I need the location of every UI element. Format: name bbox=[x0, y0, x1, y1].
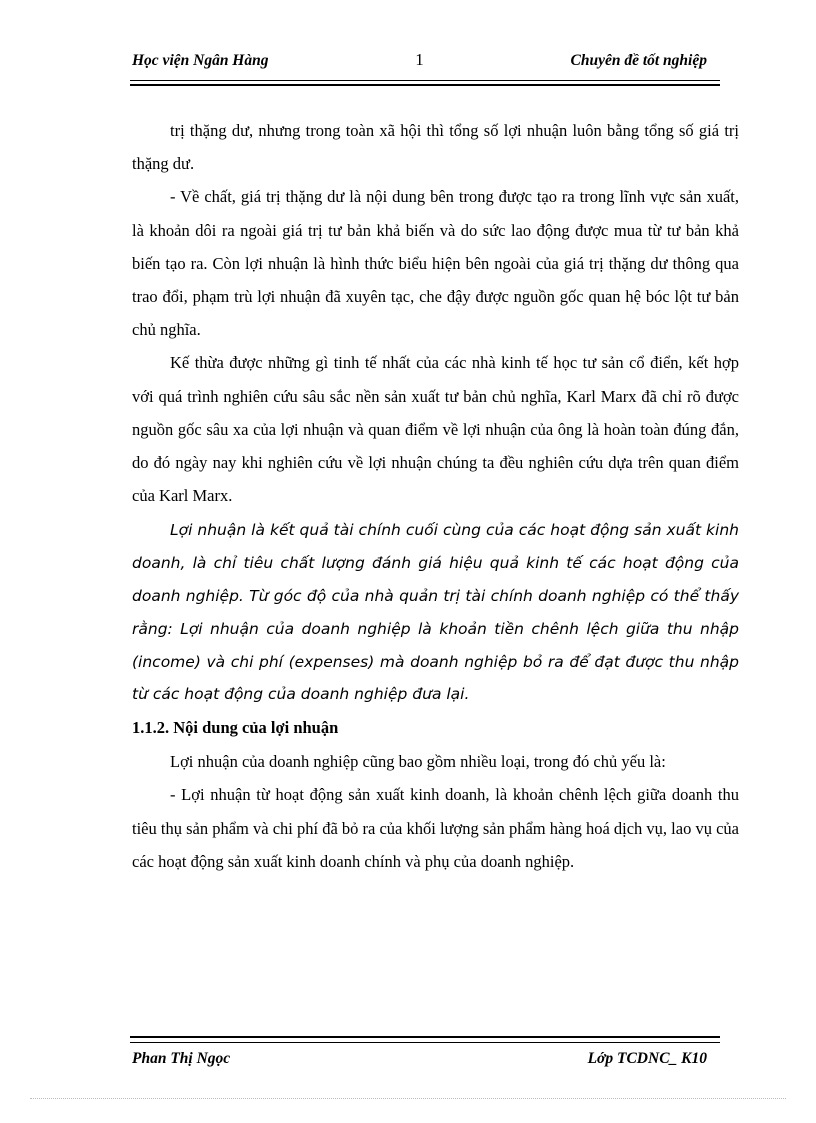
header-school: Học viện Ngân Hàng bbox=[132, 52, 269, 69]
page-number: 1 bbox=[415, 50, 424, 69]
paragraph-1: trị thặng dư, nhưng trong toàn xã hội thì tổng số lợi nhuận luôn bằng tổng số giá trị thặng dư. bbox=[132, 121, 739, 174]
paragraph-2: - Về chất, giá trị thặng dư là nội dung bên trong được tạo ra trong lĩnh vực sản xuất, là khoản dôi ra ngoài giá trị tư bản khả biến và do sức lao động được mua từ tư bản khả biến tạo ra. Còn lợi nhuận là hình thức biểu hiện bên ngoài của giá trị thặng dư thông qua trao đổi, phạm trù lợi nhuận đã xuyên tạc, che đậy được nguồn gốc quan hệ bóc lột tư bản chủ nghĩa. bbox=[132, 187, 739, 340]
paragraph-5: Lợi nhuận của doanh nghiệp cũng bao gồm nhiều loại, trong đó chủ yếu là: bbox=[170, 752, 666, 772]
footer-class: Lớp TCDNC_ K10 bbox=[587, 1050, 707, 1067]
paragraph-6: - Lợi nhuận từ hoạt động sản xuất kinh doanh, là khoản chênh lệch giữa doanh thu tiêu thụ sản phẩm và chi phí đã bỏ ra của khối lượng sản phẩm hàng hoá dịch vụ, lao vụ của các hoạt động sản xuất kinh doanh chính và phụ của doanh nghiệp. bbox=[132, 785, 739, 871]
page-footer bbox=[130, 1050, 709, 1074]
header-rule-bottom bbox=[130, 84, 720, 86]
paragraph-4-definition: Lợi nhuận là kết quả tài chính cuối cùng của các hoạt động sản xuất kinh doanh, là chỉ tiêu chất lượng đánh giá hiệu quả kinh tế các hoạt động của doanh nghiệp. Từ góc độ của nhà quản trị tài chính doanh nghiệp có thể thấy rằng: Lợi nhuận của doanh nghiệp là khoản tiền chênh lệch giữa thu nhập (income) và chi phí (expenses) mà doanh nghiệp bỏ ra để đạt được thu nhập từ các hoạt động của doanh nghiệp đưa lại. bbox=[132, 521, 739, 704]
section-heading: 1.1.2. Nội dung của lợi nhuận bbox=[132, 718, 339, 738]
paragraph-3: Kế thừa được những gì tinh tế nhất của các nhà kinh tế học tư sản cổ điển, kết hợp với quá trình nghiên cứu sâu sắc nền sản xuất tư bản chủ nghĩa, Karl Marx đã chỉ rõ được nguồn gốc sâu xa của lợi nhuận và quan điểm về lợi nhuận của ông là hoàn toàn đúng đắn, do đó ngày nay khi nghiên cứu về lợi nhuận chúng ta đều nghiên cứu dựa trên quan điểm của Karl Marx. bbox=[132, 353, 739, 506]
page-edge-divider bbox=[30, 1098, 786, 1099]
page-body bbox=[132, 114, 739, 878]
page-header bbox=[130, 50, 709, 74]
footer-rule-bottom bbox=[130, 1042, 720, 1043]
footer-author: Phan Thị Ngọc bbox=[132, 1050, 231, 1067]
footer-rule-top bbox=[130, 1036, 720, 1038]
header-rule-top bbox=[130, 80, 720, 81]
header-doc-type: Chuyên đề tốt nghiệp bbox=[570, 52, 707, 69]
